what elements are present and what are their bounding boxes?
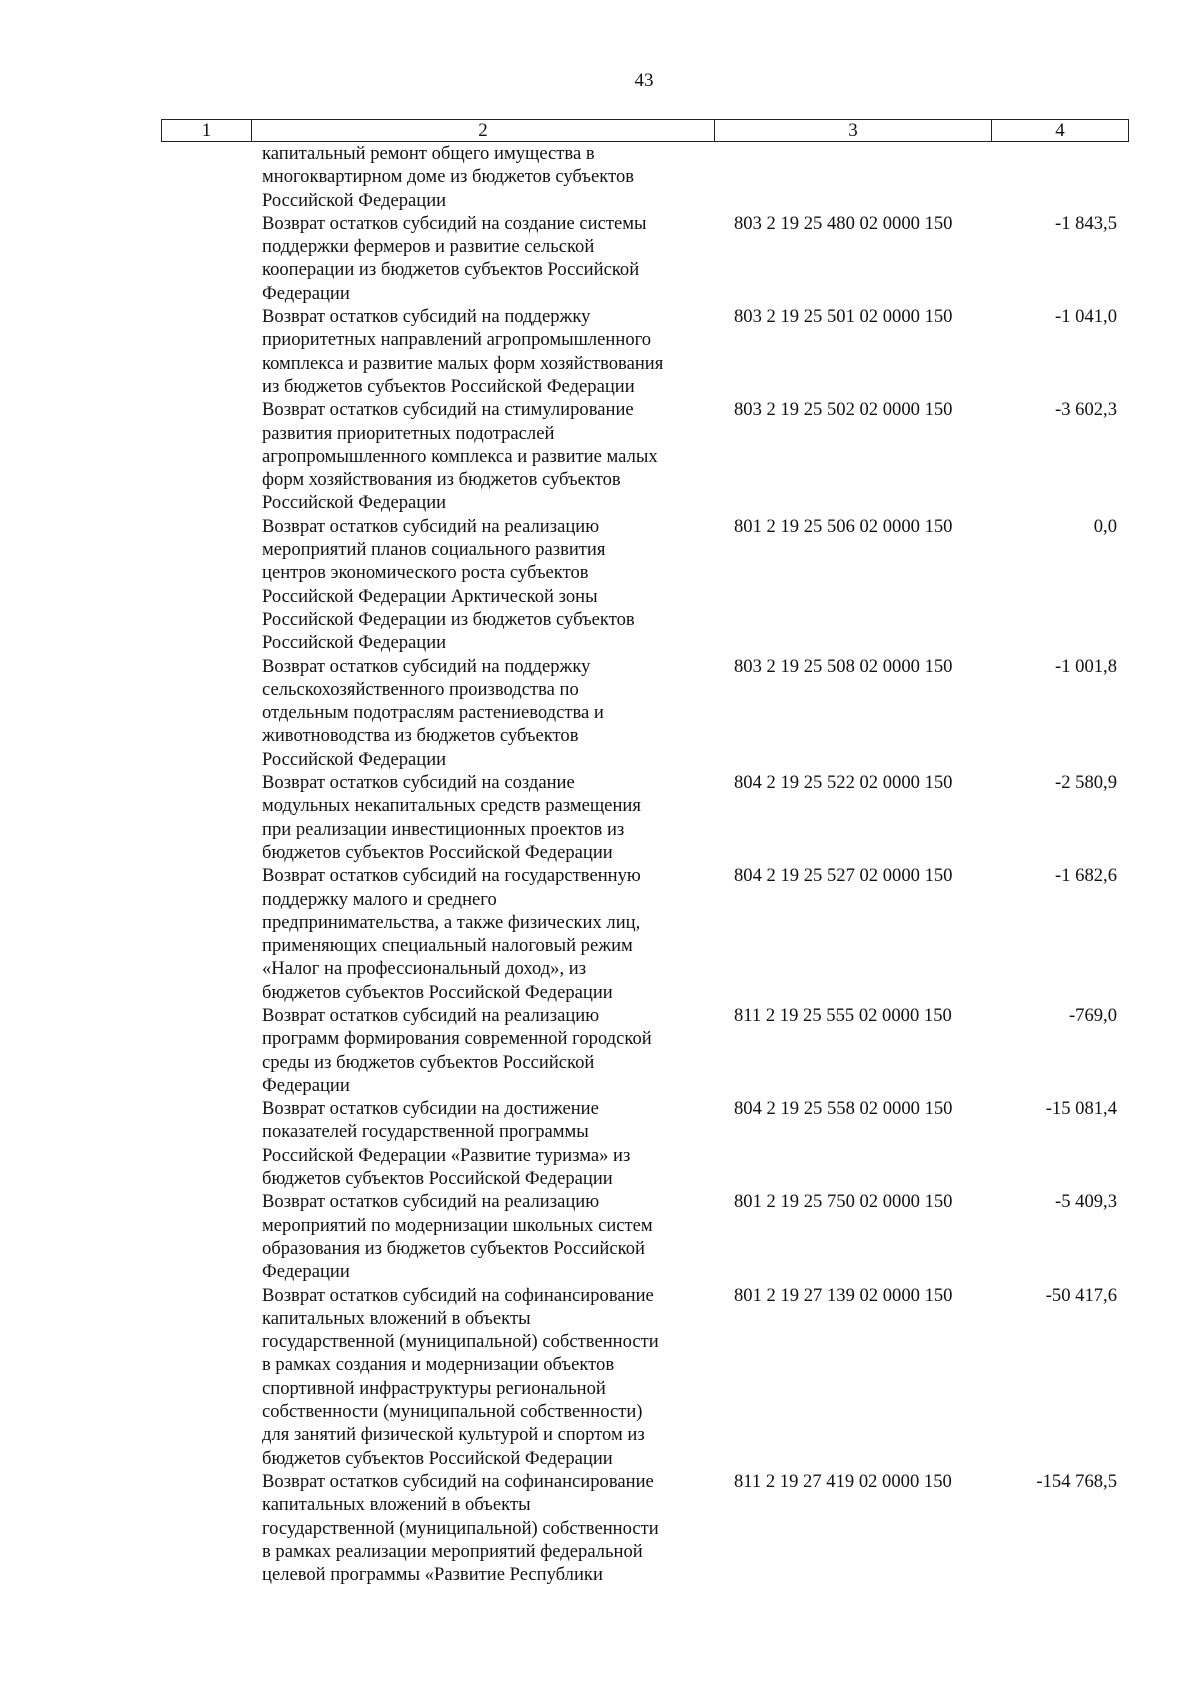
row-amount: -1 001,8 [1055, 655, 1117, 677]
row-amount: -2 580,9 [1055, 772, 1117, 794]
row-name-cell [161, 771, 714, 864]
row-name-cell [161, 515, 714, 655]
row-code: 801 2 19 27 139 02 0000 150 [734, 1284, 953, 1306]
row-name: Возврат остатков субсидий на поддержку приоритетных направлений агропромышленного комплекса и развитие малых форм хозяйствования из бюджетов субъектов Российской Федерации [262, 306, 664, 397]
row-code: 804 2 19 25 522 02 0000 150 [734, 772, 953, 794]
table-row [161, 864, 1128, 1004]
row-code [714, 142, 991, 212]
row-name: Возврат остатков субсидий на реализацию мероприятий по модернизации школьных систем образования из бюджетов субъектов Российской Федерации [262, 1191, 653, 1283]
row-amount: -154 768,5 [1036, 1470, 1117, 1492]
row-name-cell [161, 1190, 714, 1283]
row-name: Возврат остатков субсидий на создание модульных некапитальных средств размещения при реализации инвестиционных проектов из бюджетов субъектов Российской Федерации [262, 772, 641, 863]
table-row [161, 305, 1128, 398]
row-amount: -769,0 [1068, 1004, 1117, 1026]
table-row [161, 398, 1128, 514]
row-name-cell [161, 142, 714, 212]
row-amount: -1 041,0 [1055, 306, 1117, 328]
row-name: Возврат остатков субсидий на реализацию мероприятий планов социального развития центров экономического роста субъектов Российской Федерации Арктической зоны Российской Федерации из бюджетов субъектов Российской Федерации [262, 515, 635, 654]
row-name-cell [161, 1284, 714, 1470]
row-name: Возврат остатков субсидии на достижение показателей государственной программы Российской Федерации «Развитие туризма» из бюджетов субъектов Российской Федерации [262, 1098, 631, 1190]
row-name-cell [161, 305, 714, 398]
row-name-cell [161, 1097, 714, 1190]
row-code: 801 2 19 25 506 02 0000 150 [734, 515, 953, 537]
row-name: Возврат остатков субсидий на софинансирование капитальных вложений в объекты государственной (муниципальной) собственности в рамках реализации мероприятий федеральной целевой программы «Развитие Республики [262, 1470, 659, 1586]
row-code: 801 2 19 25 750 02 0000 150 [734, 1191, 953, 1213]
table-row [161, 1284, 1128, 1470]
row-amount: -15 081,4 [1045, 1098, 1117, 1120]
row-amount: 0,0 [1093, 515, 1117, 537]
row-name: Возврат остатков субсидий на создание системы поддержки фермеров и развитие сельской кооперации из бюджетов субъектов Российской Федерации [262, 212, 647, 304]
row-name: Возврат остатков субсидий на стимулирование развития приоритетных подотраслей агропромышленного комплекса и развитие малых форм хозяйствования из бюджетов субъектов Российской Федерации [262, 399, 658, 514]
header-col-3: 3 [715, 120, 992, 142]
row-amount: -3 602,3 [1055, 399, 1117, 421]
row-code: 803 2 19 25 502 02 0000 150 [734, 399, 953, 421]
row-code: 804 2 19 25 527 02 0000 150 [734, 865, 953, 887]
table-row [161, 771, 1128, 864]
revenue-table [161, 142, 1128, 1586]
row-name-cell [161, 1470, 714, 1586]
row-amount: -5 409,3 [1055, 1191, 1117, 1213]
row-code: 804 2 19 25 558 02 0000 150 [734, 1098, 953, 1120]
table-row [161, 142, 1128, 212]
row-name: Возврат остатков субсидий на реализацию программ формирования современной городской среды из бюджетов субъектов Российской Федерации [262, 1004, 652, 1096]
table-row [161, 1097, 1128, 1190]
table-row [161, 1004, 1128, 1097]
header-row [162, 120, 1129, 142]
table-row [161, 1470, 1128, 1586]
row-code: 803 2 19 25 508 02 0000 150 [734, 655, 953, 677]
row-code: 811 2 19 25 555 02 0000 150 [734, 1004, 952, 1026]
row-name-cell [161, 655, 714, 771]
table-row [161, 212, 1128, 305]
table-row [161, 1190, 1128, 1283]
row-amount [991, 142, 1128, 212]
header-col-1: 1 [162, 120, 252, 142]
row-name-cell [161, 1004, 714, 1097]
row-name-cell [161, 398, 714, 514]
row-name: Возврат остатков субсидий на государственную поддержку малого и среднего предпринимательства, а также физических лиц, применяющих специальный налоговый режим «Налог на профессиональный доход», из бюджетов субъектов Российской Федерации [262, 865, 641, 1003]
row-amount: -50 417,6 [1045, 1284, 1117, 1306]
header-col-4: 4 [992, 120, 1129, 142]
row-amount: -1 682,6 [1055, 865, 1117, 887]
header-col-2: 2 [252, 120, 715, 142]
row-name-cell [161, 864, 714, 1004]
row-name-cell [161, 212, 714, 305]
row-code: 803 2 19 25 480 02 0000 150 [734, 212, 953, 234]
row-name: капитальный ремонт общего имущества в многоквартирном доме из бюджетов субъектов Российской Федерации [262, 143, 635, 211]
table-header [161, 119, 1129, 142]
page-number: 43 [634, 70, 654, 91]
row-name: Возврат остатков субсидий на поддержку сельскохозяйственного производства по отдельным подотраслям растениеводства и животноводства из бюджетов субъектов Российской Федерации [262, 655, 604, 770]
row-amount: -1 843,5 [1055, 212, 1117, 234]
row-name: Возврат остатков субсидий на софинансирование капитальных вложений в объекты государственной (муниципальной) собственности в рамках создания и модернизации объектов спортивной инфраструктуры региональной собственности (муниципальной собственности) для занятий физической культурой и спортом из бюджетов субъектов Российской Федерации [262, 1284, 659, 1469]
table-row [161, 655, 1128, 771]
row-code: 803 2 19 25 501 02 0000 150 [734, 306, 953, 328]
table-row [161, 515, 1128, 655]
row-code: 811 2 19 27 419 02 0000 150 [734, 1470, 952, 1492]
